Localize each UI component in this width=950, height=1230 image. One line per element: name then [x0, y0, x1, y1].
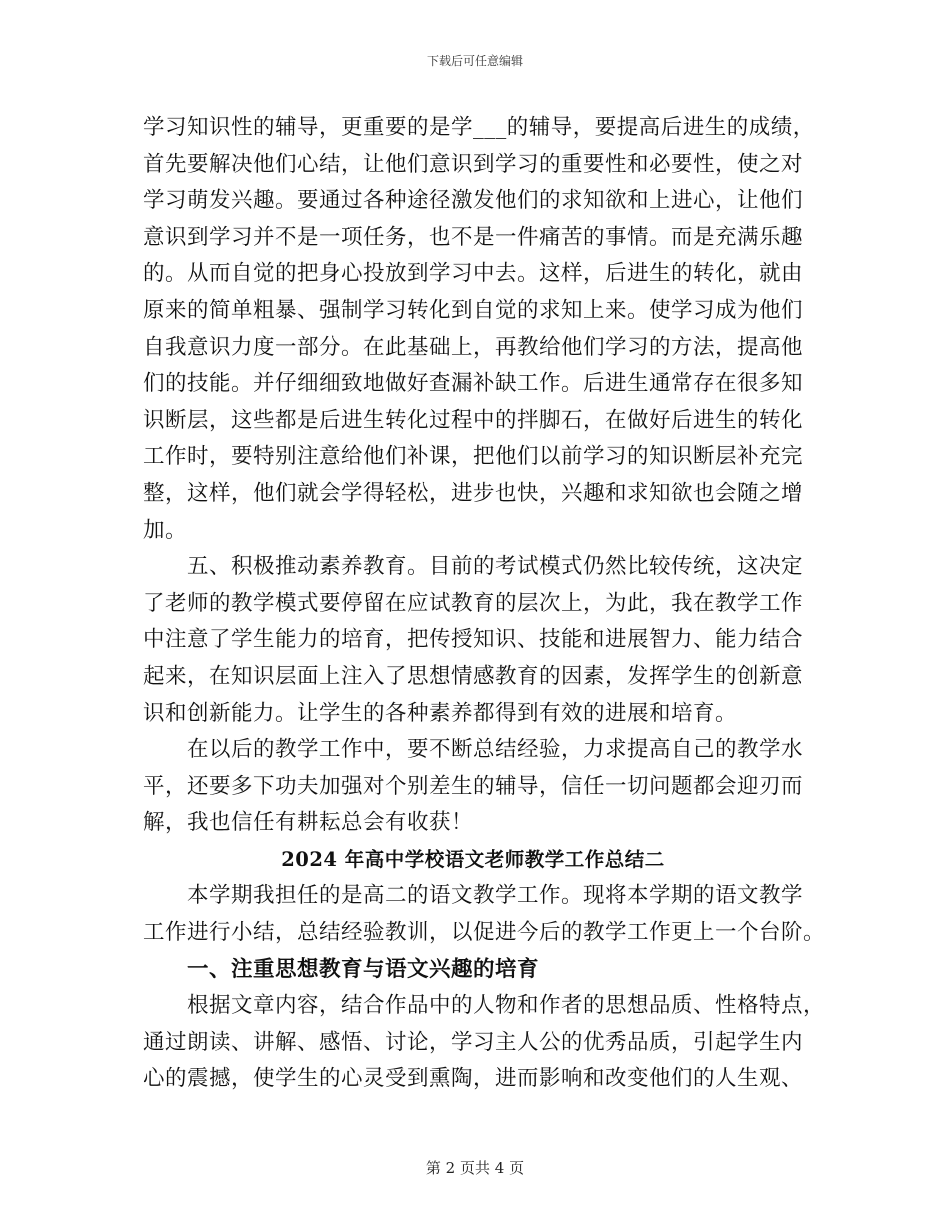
body-line: 在以后的教学工作中，要不断总结经验，力求提高自己的教学水: [187, 737, 804, 763]
body-line: 识和创新能力。让学生的各种素养都得到有效的进展和培育。: [143, 700, 738, 726]
body-line: 首先要解决他们心结，让他们意识到学习的重要性和必要性，使之对: [143, 151, 804, 177]
body-line: 自我意识力度一部分。在此基础上，再教给他们学习的方法，提高他: [143, 334, 804, 360]
body-line: 根据文章内容，结合作品中的人物和作者的思想品质、性格特点，: [187, 993, 826, 1019]
body-line: 原来的简单粗暴、强制学习转化到自觉的求知上来。使学习成为他们: [143, 297, 804, 323]
body-line: 整，这样，他们就会学得轻松，进步也快，兴趣和求知欲也会随之增: [143, 480, 804, 506]
page-footer: 第 2 页共 4 页: [425, 1159, 525, 1177]
body-line: 意识到学习并不是一项任务，也不是一件痛苦的事情。而是充满乐趣: [143, 224, 804, 250]
body-line: 学习萌发兴趣。要通过各种途径激发他们的求知欲和上进心，让他们: [143, 188, 804, 214]
body-line: 起来，在知识层面上注入了思想情感教育的因素，发挥学生的创新意: [143, 663, 804, 689]
body-line: 平，还要多下功夫加强对个别差生的辅导，信任一切问题都会迎刃而: [143, 773, 804, 799]
body-line: 中注意了学生能力的培育，把传授知识、技能和进展智力、能力结合: [143, 627, 804, 653]
body-line: 心的震撼，使学生的心灵受到熏陶，进而影响和改变他们的人生观、: [143, 1066, 804, 1092]
section-heading: 一、注重思想教育与语文兴趣的培育: [187, 956, 540, 982]
body-line: 解，我也信任有耕耘总会有收获！: [143, 810, 474, 836]
body-line: 工作时，要特别注意给他们补课，把他们以前学习的知识断层补充完: [143, 444, 804, 470]
body-line: 加。: [143, 517, 188, 543]
body-line: 们的技能。并仔细细致地做好查漏补缺工作。后进生通常存在很多知: [143, 371, 804, 397]
body-line: 的。从而自觉的把身心投放到学习中去。这样，后进生的转化，就由: [143, 261, 804, 287]
section-title: 2024 年高中学校语文老师教学工作总结二: [281, 847, 665, 871]
body-line: 识断层，这些都是后进生转化过程中的拌脚石，在做好后进生的转化: [143, 407, 804, 433]
body-line: 通过朗读、讲解、感悟、讨论，学习主人公的优秀品质，引起学生内: [143, 1029, 804, 1055]
page-header: 下载后可任意编辑: [426, 54, 523, 68]
body-line: 了老师的教学模式要停留在应试教育的层次上，为此，我在教学工作: [143, 590, 804, 616]
body-line: 工作进行小结，总结经验教训，以促进今后的教学工作更上一个台阶。: [143, 920, 826, 946]
body-line: 学习知识性的辅导，更重要的是学___的辅导，要提高后进生的成绩，: [143, 115, 815, 140]
body-line: 本学期我担任的是高二的语文教学工作。现将本学期的语文教学: [187, 883, 804, 909]
body-line: 五、积极推动素养教育。目前的考试模式仍然比较传统，这决定: [187, 554, 804, 580]
document-body: [143, 110, 826, 1098]
